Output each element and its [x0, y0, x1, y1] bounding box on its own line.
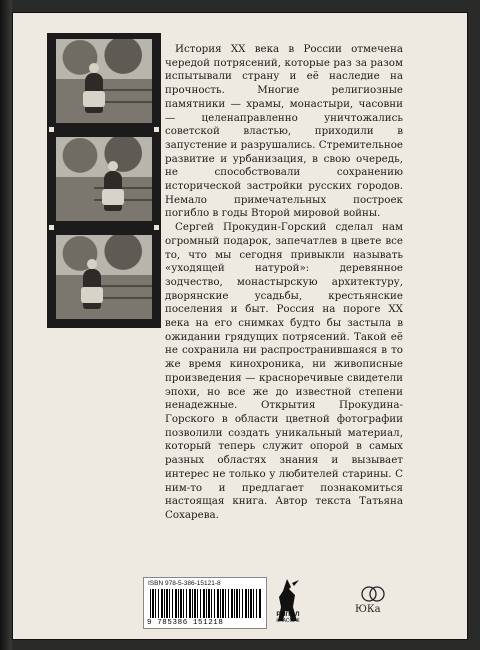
publisher-sub: КЛАССИК: [276, 618, 300, 624]
photo-frame-3: [56, 235, 152, 319]
barcode-number: 9 785386 151218: [147, 619, 224, 627]
yuka-emblem-icon: [361, 585, 385, 603]
paragraph-1: История XX века в России отмечена чередой потрясений, которые раз за разом испытывали страну и её наследие на прочность. Многие религиозные памятники — храмы, монастыри, часовни — целенаправленно уничтожались советской властью, приходили в запустение и разрушались. Стремительное развитие и урбанизация, в свою очередь, не способствовали сохранению исторической застройки русских городов. Немало примечательных построек погибло в годы Второй мировой войны.: [165, 43, 403, 220]
photo-frame-1: [56, 39, 152, 123]
spine-shadow: [0, 0, 12, 650]
imprint-name: ЮКа: [355, 604, 381, 615]
cover-description-text: [165, 43, 403, 523]
photo-frame-2: [56, 137, 152, 221]
isbn-barcode: [143, 577, 267, 629]
isbn-label: ISBN 978-5-386-15121-8: [148, 580, 221, 587]
barcode-bars: [150, 589, 262, 618]
paragraph-2: Сергей Прокудин-Горский сделал нам огромный подарок, запечатлев в цвете все то, что мы сегодня привыкли называть «уходящей натурой»: деревянное зодчество, монастырскую архитектуру, дворянские усадьбы, крестьянские поселения и быт. Россия на пороге XX века на его снимках будто бы застыла в ожидании грядущих потрясений. Такой её не сохранила ни распространившаяся в то же время кинохроника, ни живописные произведения — красноречивые свидетели эпохи, но все же до известной степени ненадежные. Открытия Прокудина-Горского в области цветной фотографии позволили создать уникальный материал, который теперь служит опорой в самых разных областях знания и вызывает интерес не только у любителей старины. С ним-то и предлагает познакомиться настоящая книга. Автор текста Татьяна Сохарева.: [165, 221, 403, 521]
book-back-cover: [12, 12, 468, 640]
filmstrip-photos: [47, 33, 161, 328]
publisher-name: РИПОЛ: [276, 611, 300, 618]
publisher-logo: [265, 611, 311, 625]
